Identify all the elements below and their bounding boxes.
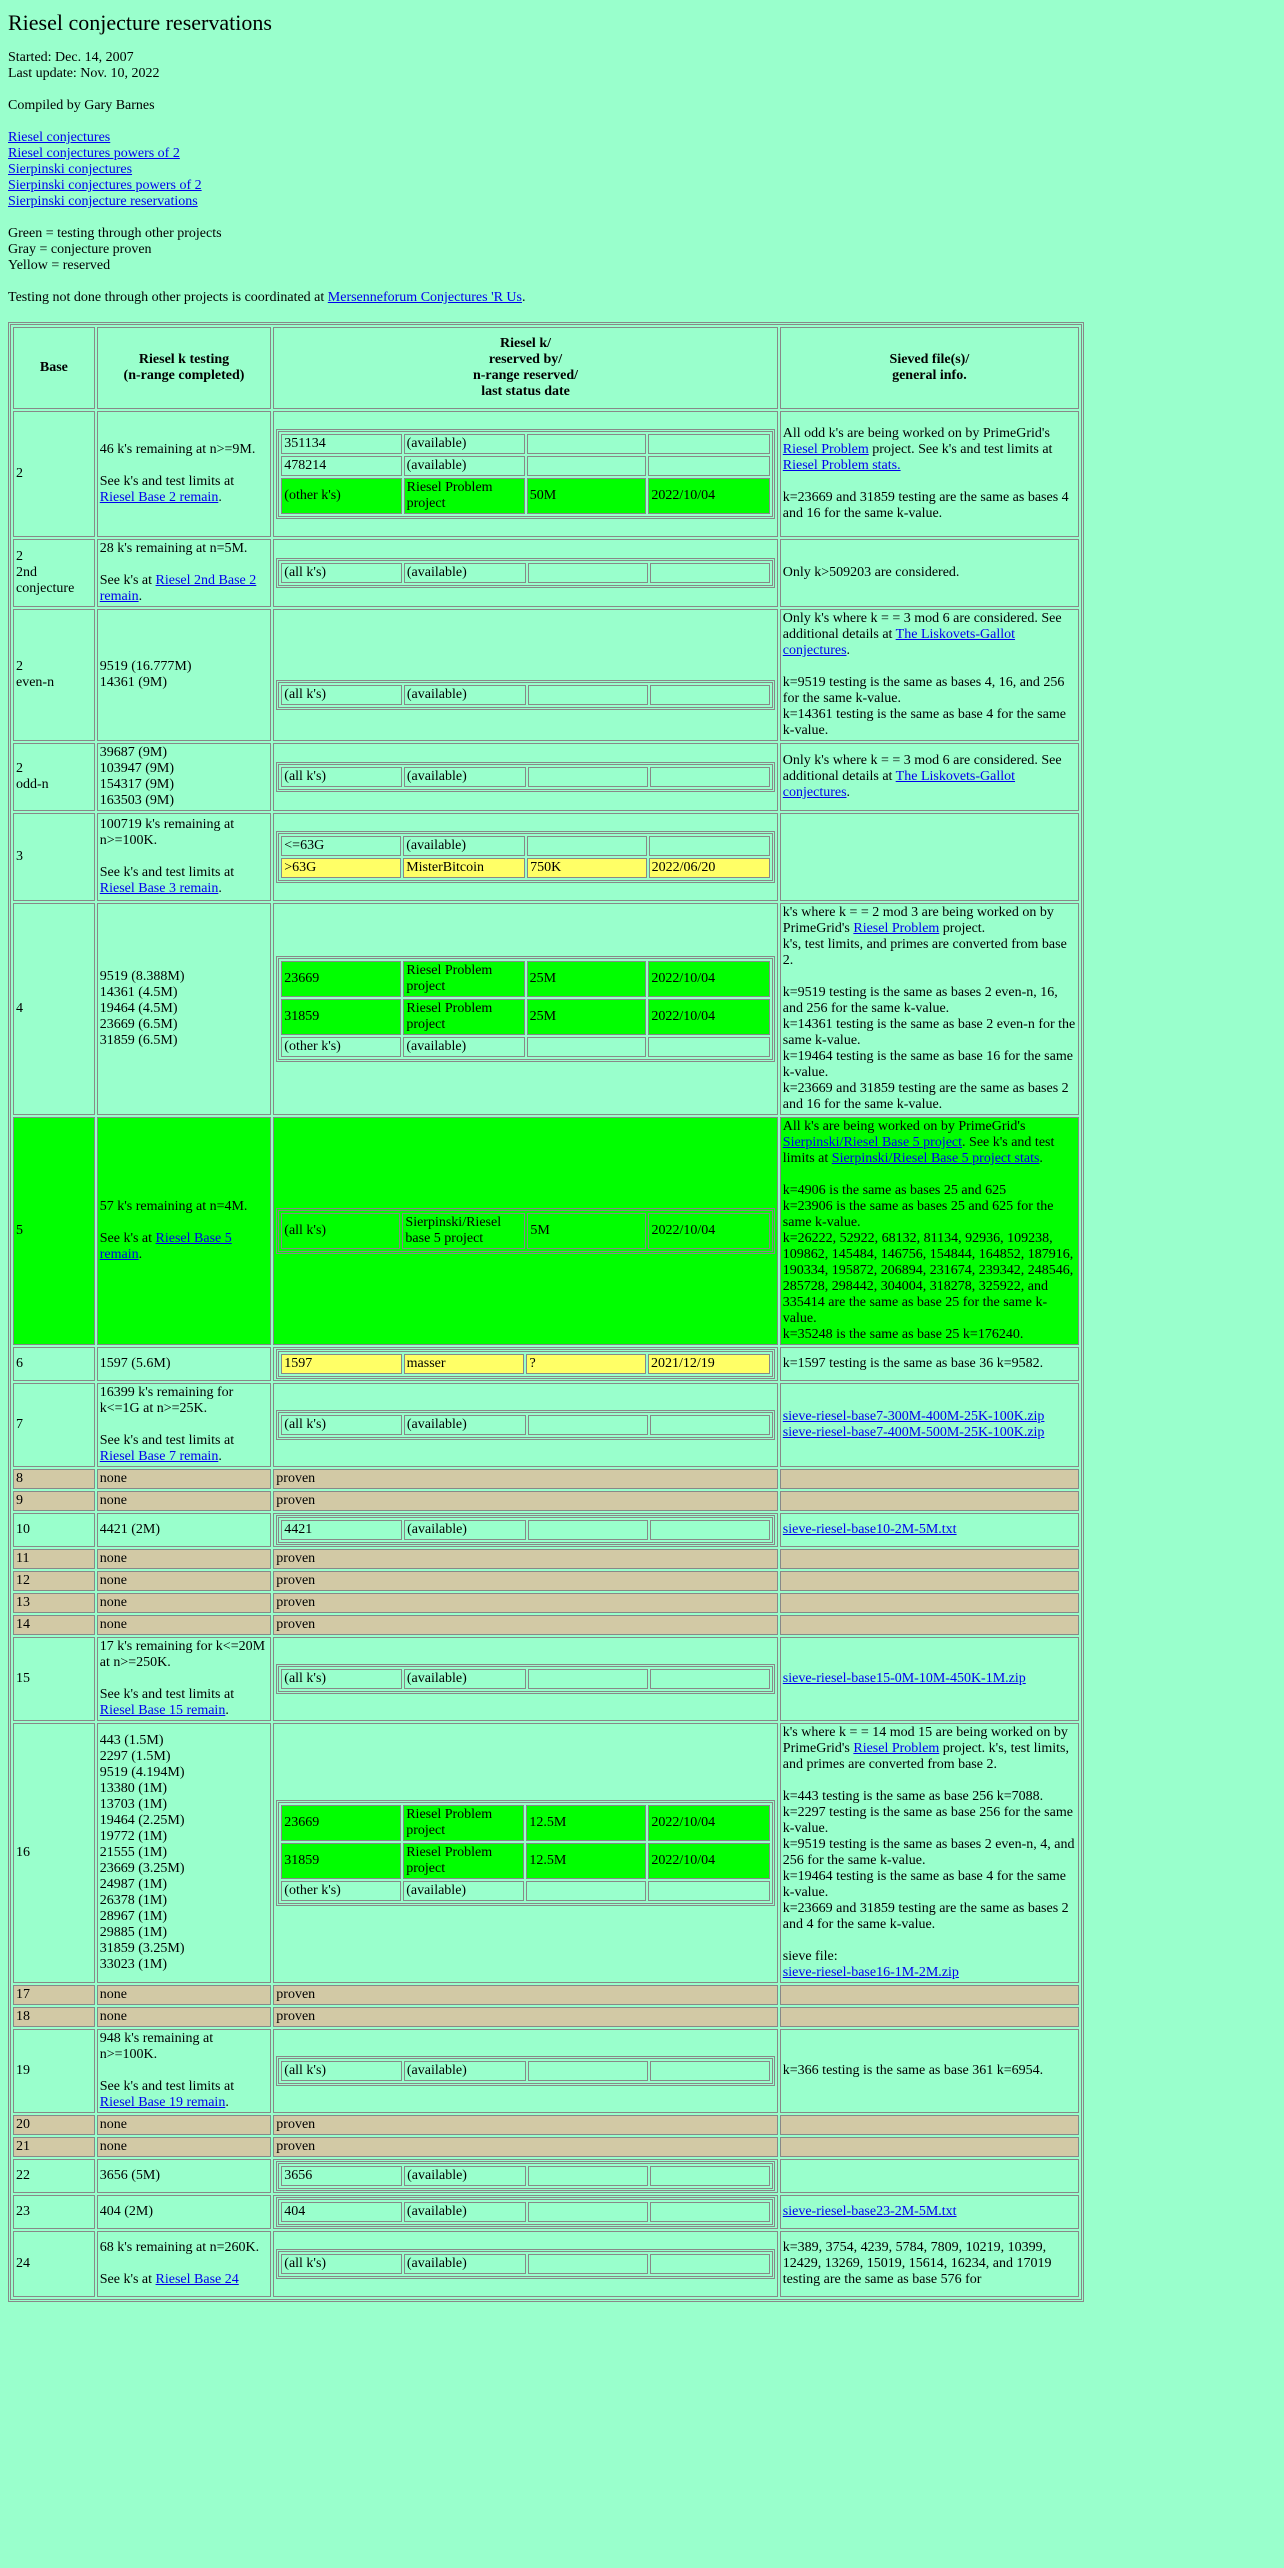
table-row-base-23: 23 404 (2M) 404 (available) sieve-riesel-base23-2M-5M.txt bbox=[13, 2195, 1079, 2229]
legend-yellow: Yellow = reserved bbox=[8, 258, 111, 273]
k-list-item: 19464 (2.25M) bbox=[99, 1813, 185, 1828]
link-sierpinski-powers-of-2[interactable]: Sierpinski conjectures powers of 2 bbox=[8, 178, 202, 193]
header-row bbox=[13, 327, 1079, 409]
link-sierpinski-riesel-base-5[interactable]: Sierpinski/Riesel Base 5 project bbox=[782, 1135, 963, 1150]
link-riesel-powers-of-2[interactable]: Riesel conjectures powers of 2 bbox=[8, 146, 180, 161]
link-sierpinski-riesel-base-5-stats[interactable]: Sierpinski/Riesel Base 5 project stats bbox=[831, 1151, 1040, 1166]
table-row-base-2: 2 46 k's remaining at n>=9M. See k's and test limits at Riesel Base 2 remain. 351134 (available) 478214 (available) (other k's) Riesel Problem project 50M 2022/10/04 All odd k's are being worked on by PrimeGrid's Riesel Problem project. See k's and test limits at Riesel Problem stats. k=23669 and 31859 testing are the same as bases 4 and 16 for the same k-value. bbox=[13, 411, 1079, 537]
reservation-subtable: 23669 Riesel Problem project 12.5M 2022/10/04 31859 Riesel Problem project 12.5M 2022/10/04 (other k's) (available) bbox=[276, 1800, 775, 1906]
table-row-base-8: 8 none proven bbox=[13, 1469, 1079, 1489]
link-sieve-file[interactable]: sieve-riesel-base15-0M-10M-450K-1M.zip bbox=[782, 1671, 1026, 1686]
table-row-base-13: 13 none proven bbox=[13, 1593, 1079, 1613]
reservation-subtable: 3656 (available) bbox=[276, 2161, 775, 2191]
reservation-subtable: 404 (available) bbox=[276, 2197, 775, 2227]
link-sieve-file[interactable]: sieve-riesel-base23-2M-5M.txt bbox=[782, 2204, 957, 2219]
table-row-base-22: 22 3656 (5M) 3656 (available) bbox=[13, 2159, 1079, 2193]
k-list-item: 9519 (4.194M) bbox=[99, 1765, 185, 1780]
link-riesel-base-24[interactable]: Riesel Base 24 bbox=[155, 2272, 239, 2287]
table-row-base-21: 21 none proven bbox=[13, 2137, 1079, 2157]
table-row-base-15: 15 17 k's remaining for k<=20M at n>=250K. See k's and test limits at Riesel Base 15 remain. (all k's) (available) sieve-riesel-base15-0M-10M-450K-1M.zip bbox=[13, 1637, 1079, 1721]
reservation-subtable: (all k's) (available) bbox=[276, 2249, 775, 2279]
table-row-base-7: 7 16399 k's remaining for k<=1G at n>=25K. See k's and test limits at Riesel Base 7 remain. (all k's) (available) sieve-riesel-base7-300M-400M-25K-100K.zip sieve-riesel-base7-400M-500M-25K-100K.zip bbox=[13, 1383, 1079, 1467]
k-list-item: 443 (1.5M) bbox=[99, 1733, 164, 1748]
k-list-item: 2297 (1.5M) bbox=[99, 1749, 171, 1764]
reservation-subtable: (all k's) (available) bbox=[276, 1410, 775, 1440]
k-list-item: 31859 (3.25M) bbox=[99, 1941, 185, 1956]
link-riesel-conjectures[interactable]: Riesel conjectures bbox=[8, 130, 111, 145]
k-list-item: 19772 (1M) bbox=[99, 1829, 168, 1844]
link-riesel-base-2-remain[interactable]: Riesel Base 2 remain bbox=[99, 490, 219, 505]
table-row-base-9: 9 none proven bbox=[13, 1491, 1079, 1511]
coordination-note: Testing not done through other projects is coordinated at Mersenneforum Conjectures 'R Us. bbox=[8, 290, 526, 305]
link-riesel-base-3-remain[interactable]: Riesel Base 3 remain bbox=[99, 881, 219, 896]
k-list-item: 21555 (1M) bbox=[99, 1845, 168, 1860]
color-legend bbox=[8, 226, 1276, 274]
link-riesel-problem-stats[interactable]: Riesel Problem stats. bbox=[782, 458, 901, 473]
link-riesel-base-15-remain[interactable]: Riesel Base 15 remain bbox=[99, 1703, 226, 1718]
table-row-base-17: 17 none proven bbox=[13, 1985, 1079, 2005]
link-riesel-problem[interactable]: Riesel Problem bbox=[853, 921, 940, 936]
link-sieve-file[interactable]: sieve-riesel-base7-300M-400M-25K-100K.zip bbox=[782, 1409, 1045, 1424]
k-list-item: 13703 (1M) bbox=[99, 1797, 168, 1812]
link-sieve-file[interactable]: sieve-riesel-base10-2M-5M.txt bbox=[782, 1522, 957, 1537]
table-row-base-20: 20 none proven bbox=[13, 2115, 1079, 2135]
k-list-item: 13380 (1M) bbox=[99, 1781, 168, 1796]
k-list-item: 29885 (1M) bbox=[99, 1925, 168, 1940]
k-list-item: 23669 (3.25M) bbox=[99, 1861, 185, 1876]
table-row-base-18: 18 none proven bbox=[13, 2007, 1079, 2027]
table-row-base-2-odd-n: 2 odd-n 39687 (9M) 103947 (9M) 154317 (9M) 163503 (9M) (all k's) (available) Only k's where k = = 3 mod 6 are considered. See additional details at The Liskovets-Gallot conjectures. bbox=[13, 743, 1079, 811]
table-row-base-3: 3 100719 k's remaining at n>=100K. See k's and test limits at Riesel Base 3 remain. <=63G (available) >63G MisterBitcoin 750K 2022/06/20 bbox=[13, 813, 1079, 901]
reservation-subtable: (all k's) (available) bbox=[276, 2056, 775, 2086]
reservation-subtable: 351134 (available) 478214 (available) (other k's) Riesel Problem project 50M 2022/10/04 bbox=[276, 429, 775, 519]
reservation-subtable: <=63G (available) >63G MisterBitcoin 750K 2022/06/20 bbox=[276, 831, 775, 883]
reservation-subtable: (all k's) (available) bbox=[276, 558, 775, 588]
legend-gray: Gray = conjecture proven bbox=[8, 242, 152, 257]
k-list-item: 33023 (1M) bbox=[99, 1957, 168, 1972]
reservation-subtable: 4421 (available) bbox=[276, 1515, 775, 1545]
k-list-item: 28967 (1M) bbox=[99, 1909, 168, 1924]
table-row-base-5: 5 57 k's remaining at n=4M. See k's at Riesel Base 5 remain. (all k's) Sierpinski/Riesel base 5 project 5M 2022/10/04 All k's are being worked on by PrimeGrid's Sierpinski/Riesel Base 5 project. See k's and test limits at Sierpinski/Riesel Base 5 project stats. k=4906 is the same as bases 25 and 625 k=23906 is the same as bases 25 and 625 for the same k-value. k=26222, 52922, 68132, 81134, 92936, 109238, 109862, 145484, 146756, 154844, 164852, 187916, 190334, 195872, 206894, 231674, 239342, 248546, 285728, 298442, 304004, 318278, 325922, and 335414 are the same as base 25 for the same k-value. k=35248 is the same as base 25 k=176240. bbox=[13, 1117, 1079, 1345]
header-sieved: Sieved file(s)/ general info. bbox=[780, 327, 1079, 409]
table-row-base-4: 4 9519 (8.388M) 14361 (4.5M) 19464 (4.5M) 23669 (6.5M) 31859 (6.5M) 23669 Riesel Problem project 25M 2022/10/04 31859 Riesel Problem project 25M 2022/10/04 (other k's) (available) k's where k = = 2 mod 3 are being worked on by PrimeGrid's Riesel Problem project. k's, test limits, and primes are converted from base 2. k=9519 testing is the same as bases 2 even-n, 16, and 256 for the same k-value. k=14361 testing is the same as base 2 even-n for the same k-value. k=19464 testing is the same as base 16 for the same k-value. k=23669 and 31859 testing are the same as bases 2 and 16 for the same k-value. bbox=[13, 903, 1079, 1115]
reservation-subtable: (all k's) (available) bbox=[276, 1664, 775, 1694]
table-row-base-14: 14 none proven bbox=[13, 1615, 1079, 1635]
link-sierpinski-reservations[interactable]: Sierpinski conjecture reservations bbox=[8, 194, 198, 209]
header-k-testing: Riesel k testing (n-range completed) bbox=[97, 327, 272, 409]
link-sieve-file[interactable]: sieve-riesel-base16-1M-2M.zip bbox=[782, 1965, 959, 1980]
link-mersenneforum[interactable]: Mersenneforum Conjectures 'R Us bbox=[327, 290, 522, 305]
reservations-table bbox=[8, 322, 1084, 2302]
link-riesel-base-5-remain[interactable]: Riesel Base 5 remain bbox=[99, 1231, 232, 1262]
reservation-subtable: (all k's) (available) bbox=[276, 762, 775, 792]
table-row-base-24: 24 68 k's remaining at n=260K. See k's at Riesel Base 24 (all k's) (available) k=389, 3754, 4239, 5784, 7809, 10219, 10399, 12429, 13269, 15019, 15614, 16234, and 17019 testing are the same as base 576 for bbox=[13, 2231, 1079, 2297]
table-row-base-12: 12 none proven bbox=[13, 1571, 1079, 1591]
link-sieve-file[interactable]: sieve-riesel-base7-400M-500M-25K-100K.zip bbox=[782, 1425, 1045, 1440]
table-row-base-2-2nd: 2 2nd conjecture 28 k's remaining at n=5M. See k's at Riesel 2nd Base 2 remain. (all k's) (available) Only k>509203 are considered. bbox=[13, 539, 1079, 607]
table-row-base-19: 19 948 k's remaining at n>=100K. See k's and test limits at Riesel Base 19 remain. (all k's) (available) k=366 testing is the same as base 361 k=6954. bbox=[13, 2029, 1079, 2113]
nav-links bbox=[8, 130, 1276, 210]
table-row-base-6: 6 1597 (5.6M) 1597 masser ? 2021/12/19 k=1597 testing is the same as base 36 k=9582. bbox=[13, 1347, 1079, 1381]
table-row-base-11: 11 none proven bbox=[13, 1549, 1079, 1569]
link-liskovets-gallot[interactable]: The Liskovets-Gallot conjectures bbox=[782, 627, 1016, 658]
link-sierpinski-conjectures[interactable]: Sierpinski conjectures bbox=[8, 162, 133, 177]
link-liskovets-gallot[interactable]: The Liskovets-Gallot conjectures bbox=[782, 769, 1016, 800]
legend-green: Green = testing through other projects bbox=[8, 226, 222, 241]
link-riesel-problem[interactable]: Riesel Problem bbox=[782, 442, 869, 457]
reservation-subtable: 1597 masser ? 2021/12/19 bbox=[276, 1349, 775, 1379]
k-list-item: 24987 (1M) bbox=[99, 1877, 168, 1892]
link-riesel-problem[interactable]: Riesel Problem bbox=[853, 1741, 940, 1756]
k-list-item: 26378 (1M) bbox=[99, 1893, 168, 1908]
link-riesel-base-7-remain[interactable]: Riesel Base 7 remain bbox=[99, 1449, 219, 1464]
reservation-subtable: (all k's) Sierpinski/Riesel base 5 project 5M 2022/10/04 bbox=[276, 1208, 775, 1254]
compiled-by: Compiled by Gary Barnes bbox=[8, 98, 155, 113]
last-update: Last update: Nov. 10, 2022 bbox=[8, 66, 160, 81]
table-row-base-10: 10 4421 (2M) 4421 (available) sieve-riesel-base10-2M-5M.txt bbox=[13, 1513, 1079, 1547]
base-16-k-list bbox=[97, 1723, 272, 1983]
header-base: Base bbox=[13, 327, 95, 409]
table-row-base-16: 16 443 (1.5M) 2297 (1.5M) 9519 (4.194M) 13380 (1M) 13703 (1M) 19464 (2.25M) 19772 (1M) 21555 (1M) 23669 (3.25M) 24987 (1M) 26378 (1M) 28967 (1M) 29885 (1M) 31859 (3.25M) 33023 (1M) 23669 Riesel Problem project 12.5M 2022/10/04 31859 Riesel Problem project 12.5M 2022/10/04 (other k's) (available) k's where k = = 14 mod 15 are being worked on by PrimeGrid's Riesel Problem project. k's, test limits, and primes are converted from base 2. k=443 testing is the same as base 256 k=7088. k=2297 testing is the same as base 256 for the same k-value. k=9519 testing is the same as bases 2 even-n, 4, and 256 for the same k-value. k=19464 testing is the same as base 4 for the same k-value. k=23669 and 31859 testing are the same as bases 2 and 4 for the same k-value. sieve file: sieve-riesel-base16-1M-2M.zip bbox=[13, 1723, 1079, 1983]
table-row-base-2-even-n: 2 even-n 9519 (16.777M) 14361 (9M) (all k's) (available) Only k's where k = = 3 mod 6 are considered. See additional details at The Liskovets-Gallot conjectures. k=9519 testing is the same as bases 4, 16, and 256 for the same k-value. k=14361 testing is the same as base 4 for the same k-value. bbox=[13, 609, 1079, 741]
link-riesel-2nd-base-2-remain[interactable]: Riesel 2nd Base 2 remain bbox=[99, 573, 257, 604]
link-riesel-base-19-remain[interactable]: Riesel Base 19 remain bbox=[99, 2095, 226, 2110]
reservation-subtable: 23669 Riesel Problem project 25M 2022/10/04 31859 Riesel Problem project 25M 2022/10/04 (other k's) (available) bbox=[276, 956, 775, 1062]
reservation-subtable: (all k's) (available) bbox=[276, 680, 775, 710]
started-date: Started: Dec. 14, 2007 bbox=[8, 50, 134, 65]
header-reserved: Riesel k/ reserved by/ n-range reserved/ last status date bbox=[273, 327, 778, 409]
page-title: Riesel conjecture reservations bbox=[8, 10, 272, 35]
